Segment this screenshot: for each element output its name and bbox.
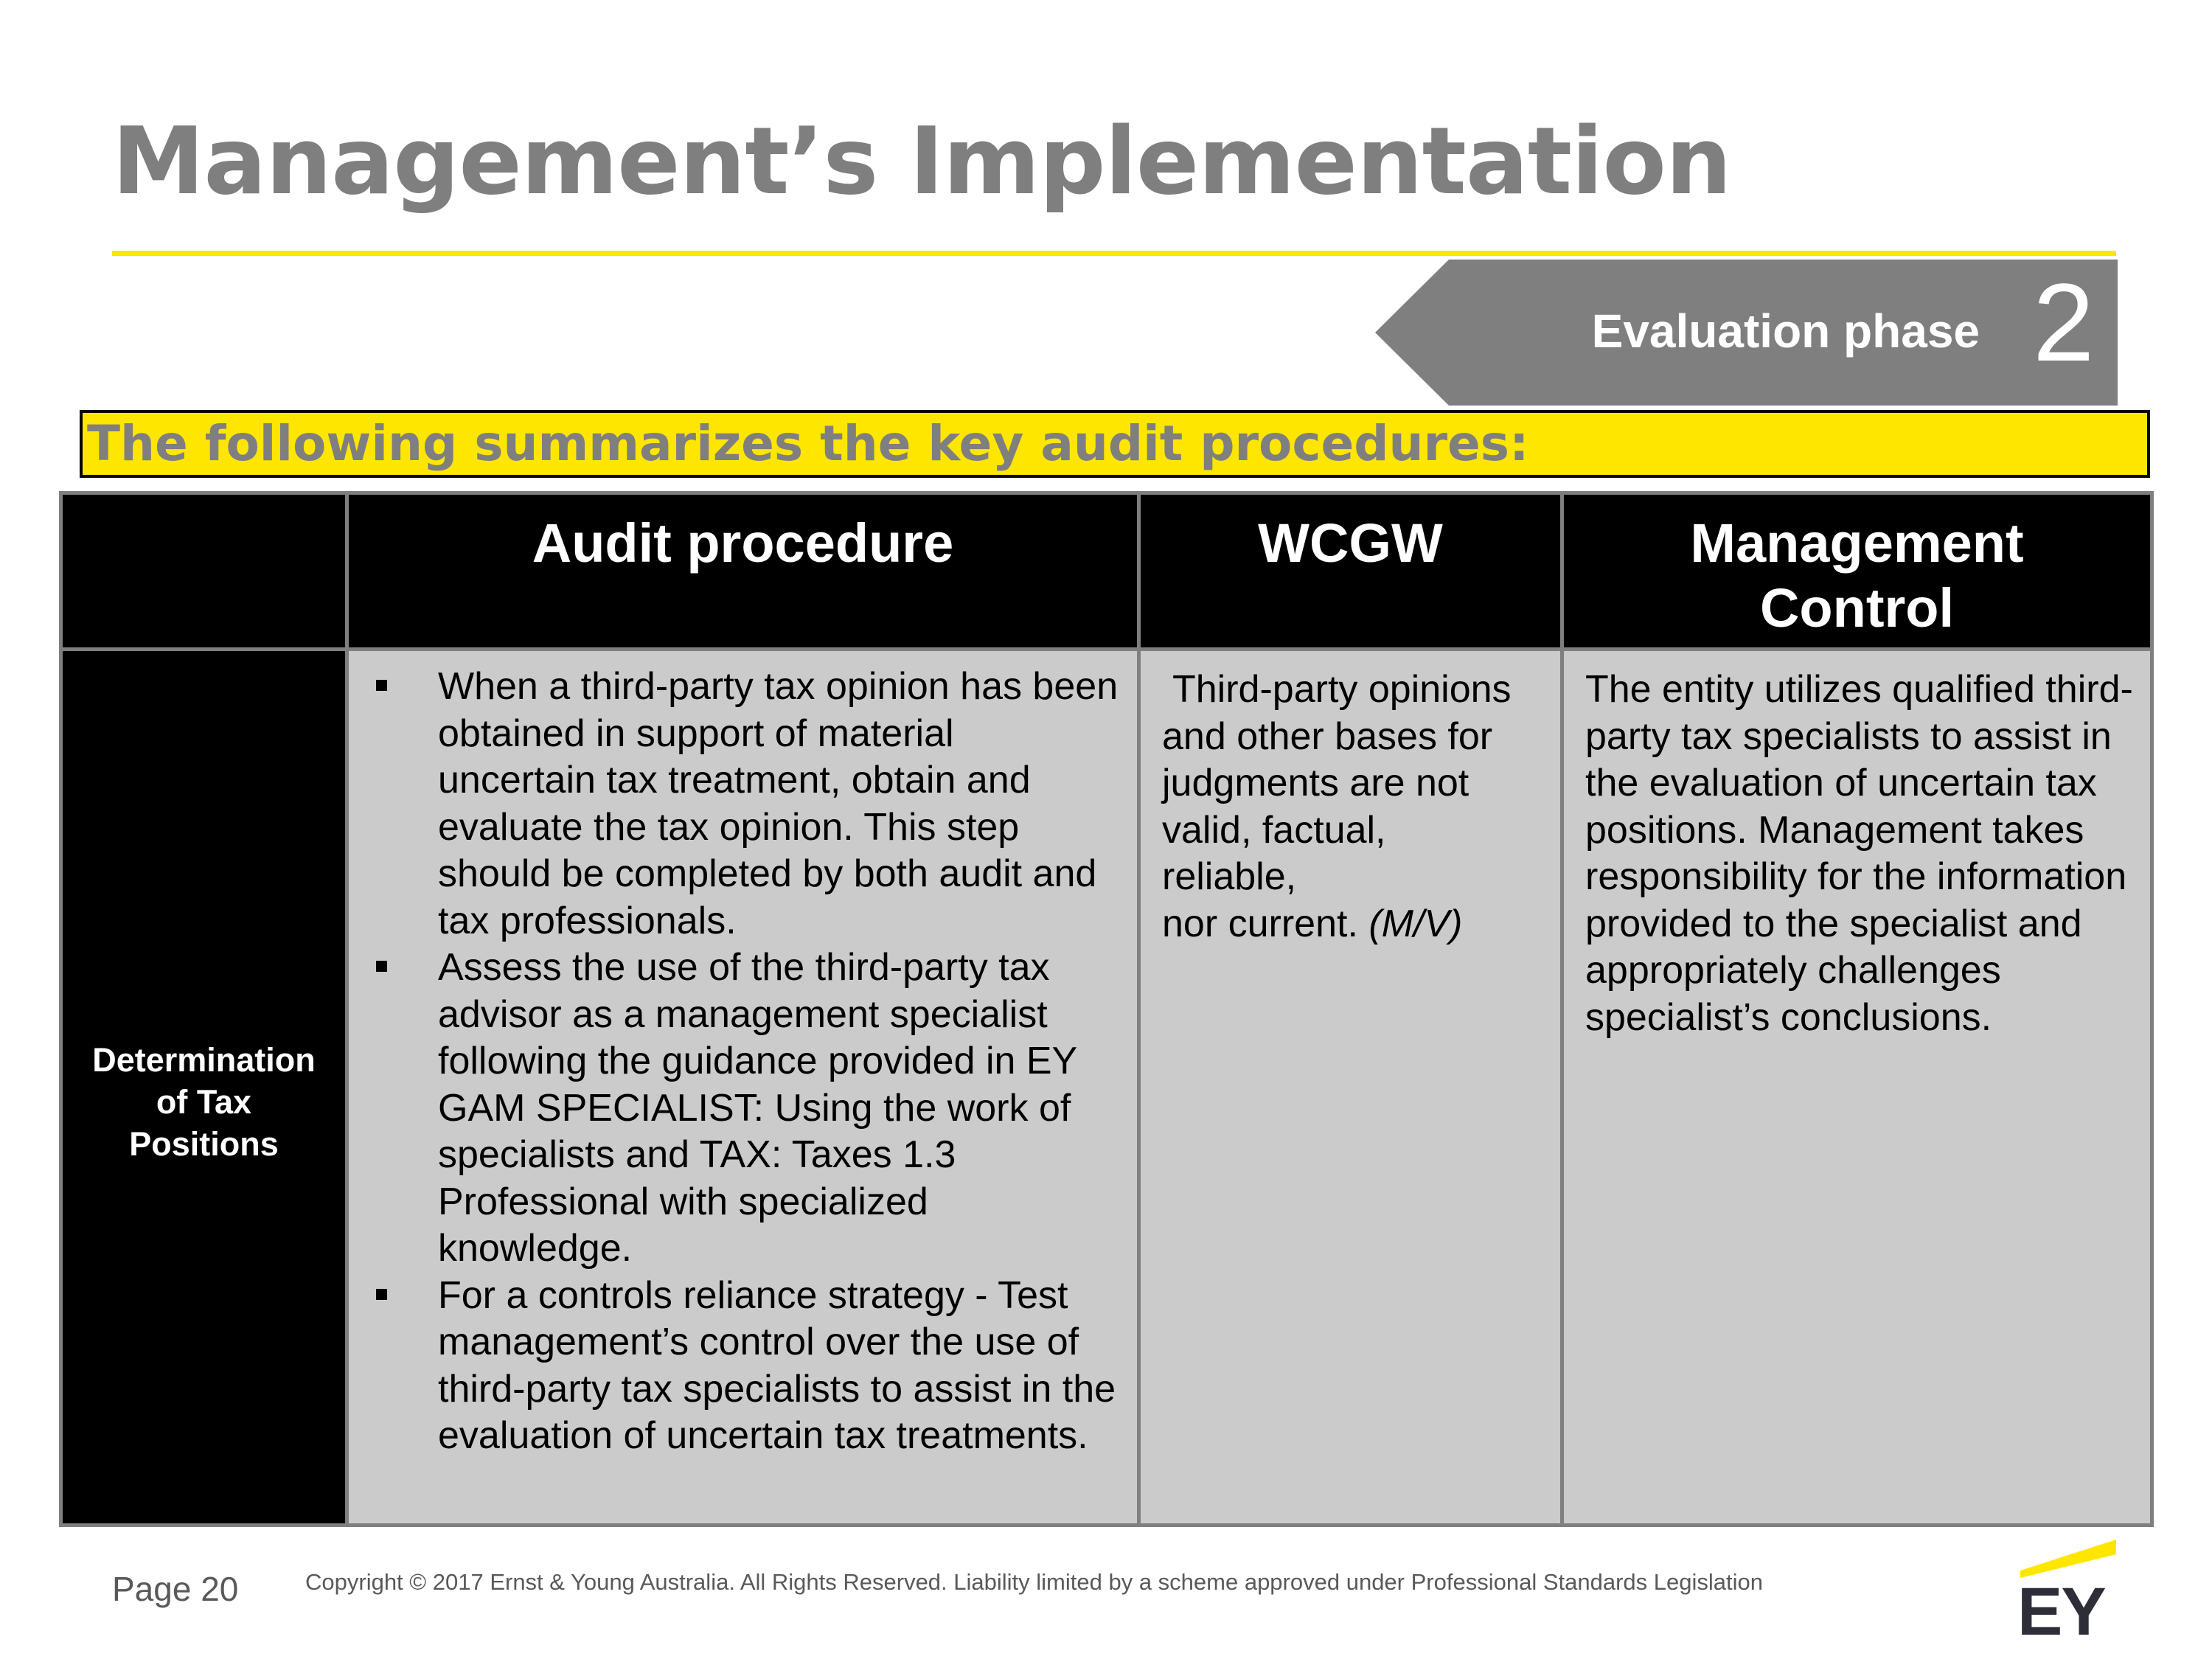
wcgw-text xyxy=(1141,652,1559,947)
management-control-text: The entity utilizes qualified third-party tax specialists to assist in the evaluation of uncertain tax positions. Management takes responsibility for the information provided to the specialist and appropriately challenges specialist’s conclusions. xyxy=(1585,668,2133,1039)
audit-procedures-table xyxy=(59,491,2154,1527)
header-management-control xyxy=(1562,493,2152,650)
row-label-line2: of Tax xyxy=(156,1082,252,1121)
list-item xyxy=(349,1273,1121,1460)
list-item xyxy=(349,945,1121,1273)
page-number: Page 20 xyxy=(112,1570,239,1608)
square-bullet-icon xyxy=(376,961,387,972)
page-title: Management’s Implementation xyxy=(112,107,1731,215)
audit-procedure-cell xyxy=(347,650,1139,1526)
square-bullet-icon xyxy=(376,680,387,691)
procedure-text: Assess the use of the third-party tax advisor as a management specialist following the guidance provided in EY GAM SPECIALIST: Using the work of specialists and TAX: Taxes 1.3 Professional with specialized knowledge. xyxy=(438,946,1077,1270)
wcgw-line: reliable, xyxy=(1162,855,1297,898)
table-header-row xyxy=(61,493,2152,650)
procedure-list xyxy=(349,652,1136,1460)
list-item xyxy=(349,664,1121,945)
title-underline xyxy=(112,251,2116,256)
wcgw-assertion-tag: (M/V) xyxy=(1368,902,1463,945)
wcgw-line: and other bases for xyxy=(1162,714,1493,758)
header-empty-cell xyxy=(61,493,347,650)
procedure-text: For a controls reliance strategy - Test management’s control over the use of third-party tax specialists to assist in the evaluation of uncertain tax treatments. xyxy=(438,1273,1116,1457)
square-bullet-icon xyxy=(376,1289,387,1300)
wcgw-line-last xyxy=(1162,901,1545,948)
summary-heading: The following summarizes the key audit procedures: xyxy=(80,410,2150,478)
phase-label: Evaluation phase xyxy=(1591,305,1980,358)
wcgw-line: nor current. xyxy=(1162,902,1358,945)
evaluation-phase-banner xyxy=(1375,260,2118,406)
row-label-determination-of-tax-positions xyxy=(61,650,347,1526)
wcgw-cell xyxy=(1139,650,1562,1526)
header-management-control-line2: Control xyxy=(1759,577,1955,639)
header-audit-procedure: Audit procedure xyxy=(347,493,1139,650)
table-row xyxy=(61,650,2152,1526)
ey-logo-text: EY xyxy=(2017,1574,2105,1649)
wcgw-line: valid, factual, xyxy=(1162,808,1386,852)
header-wcgw: WCGW xyxy=(1139,493,1562,650)
header-management-control-line1: Management xyxy=(1690,512,2024,574)
copyright-notice: Copyright © 2017 Ernst & Young Australia. All Rights Reserved. Liability limited by a scheme approved under Professional Standards Legislation xyxy=(305,1569,1763,1595)
procedure-text: When a third-party tax opinion has been obtained in support of material uncertain tax treatment, obtain and evaluate the tax opinion. This step should be completed by both audit and tax professionals. xyxy=(438,665,1119,942)
row-label-line1: Determination xyxy=(92,1040,316,1079)
wcgw-line: judgments are not xyxy=(1162,762,1470,804)
phase-number: 2 xyxy=(2033,260,2095,384)
row-label-line3: Positions xyxy=(129,1124,279,1163)
management-control-cell xyxy=(1562,650,2152,1526)
wcgw-line: Third-party opinions xyxy=(1172,668,1512,711)
